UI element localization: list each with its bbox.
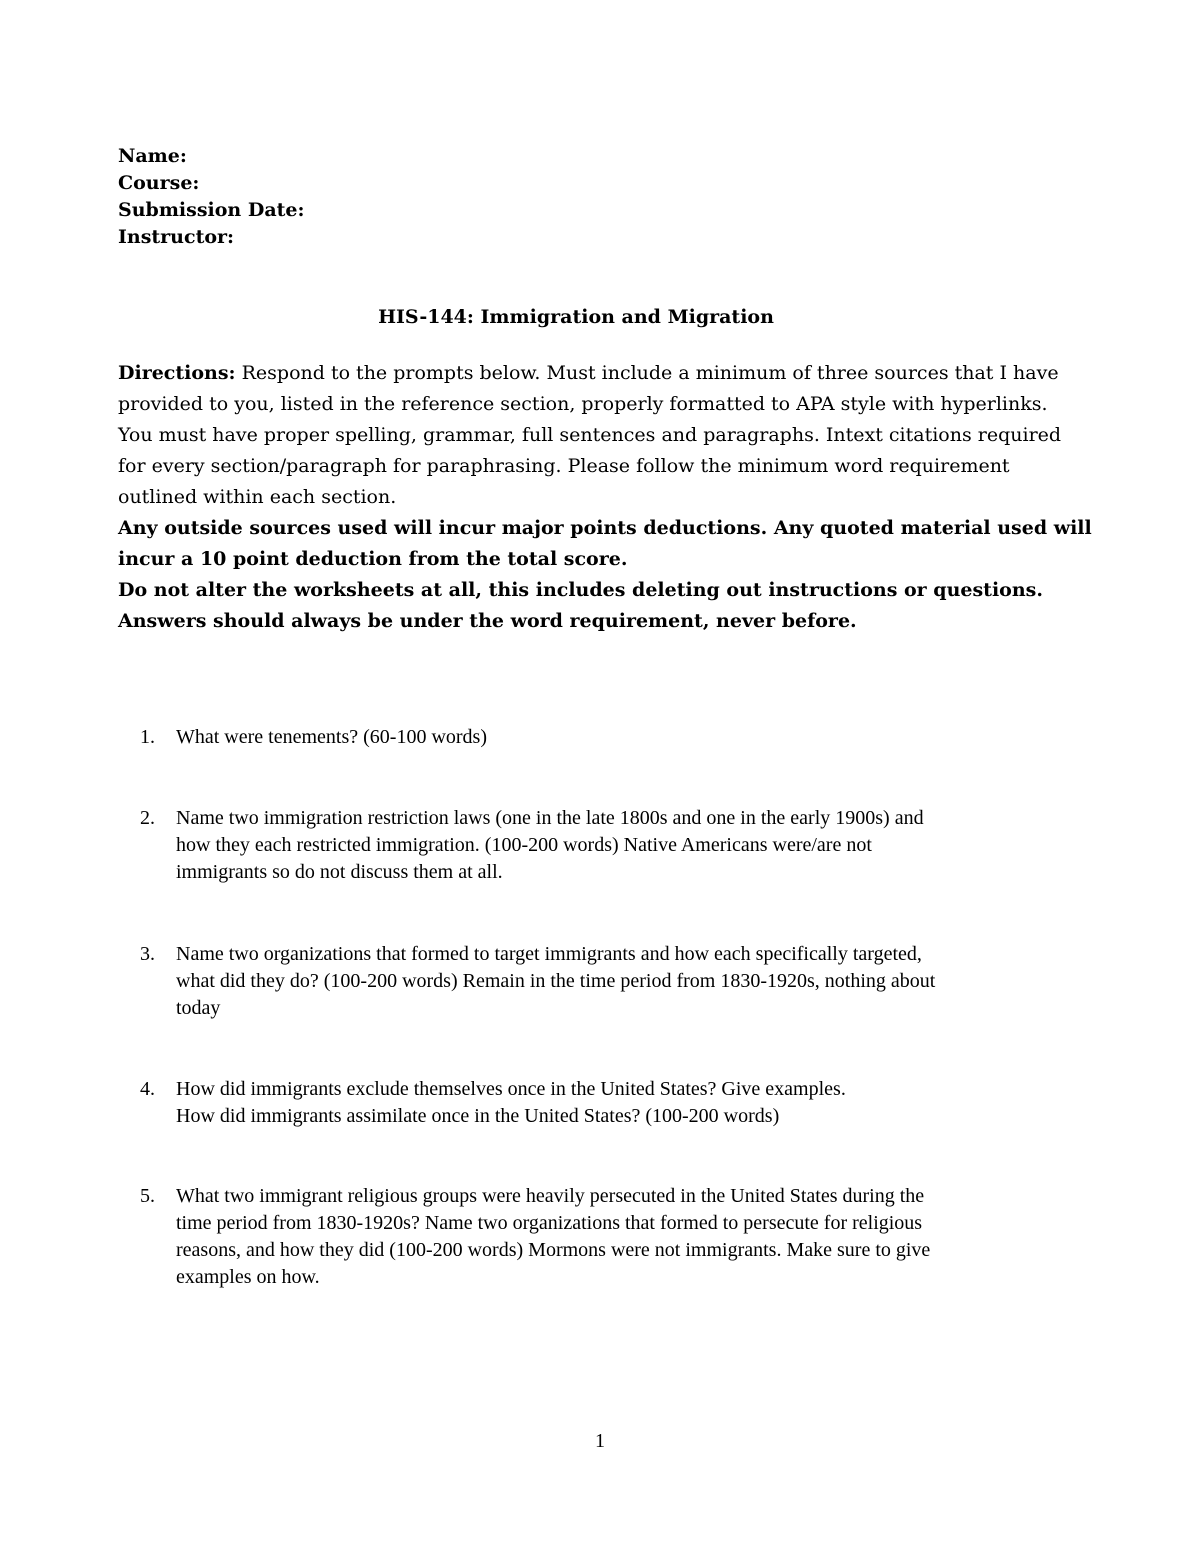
warning-line: incur a 10 point deduction from the total score. — [118, 548, 628, 570]
question-line: reasons, and how they did (100-200 words) Mormons were not immigrants. Make sure to give — [176, 1239, 931, 1261]
question-text — [176, 805, 1076, 886]
warning-line: Answers should always be under the word requirement, never before. — [118, 610, 857, 632]
question-number: 4. — [140, 1078, 155, 1100]
submission-date-label: Submission Date: — [118, 199, 305, 221]
question-line: How did immigrants exclude themselves once in the United States? Give examples. — [176, 1078, 846, 1100]
directions-section — [118, 358, 1092, 637]
question-text — [176, 941, 1076, 1022]
question-line: how they each restricted immigration. (100-200 words) Native Americans were/are not — [176, 834, 872, 856]
question-line: today — [176, 997, 221, 1019]
question-text — [176, 1076, 1076, 1130]
directions-line: provided to you, listed in the reference section, properly formatted to APA style with hyperlinks. — [118, 393, 1048, 415]
directions-line — [118, 358, 1058, 389]
question-text — [176, 724, 1076, 751]
directions-line: for every section/paragraph for paraphrasing. Please follow the minimum word requirement — [118, 455, 1010, 477]
name-label: Name: — [118, 145, 187, 167]
directions-label: Directions: — [118, 362, 236, 384]
page-number: 1 — [595, 1430, 605, 1452]
question-number: 5. — [140, 1185, 155, 1207]
warning-line: Any outside sources used will incur major points deductions. Any quoted material used will — [118, 517, 1092, 539]
question-line: What were tenements? (60-100 words) — [176, 726, 487, 748]
directions-line: You must have proper spelling, grammar, full sentences and paragraphs. Intext citations required — [118, 424, 1062, 446]
question-line: What two immigrant religious groups were heavily persecuted in the United States during the — [176, 1185, 925, 1207]
question-line: time period from 1830-1920s? Name two organizations that formed to persecute for religious — [176, 1212, 923, 1234]
question-line: examples on how. — [176, 1266, 320, 1288]
question-line: immigrants so do not discuss them at all. — [176, 861, 503, 883]
question-number: 3. — [140, 943, 155, 965]
document-title: HIS-144: Immigration and Migration — [378, 306, 774, 328]
directions-line: outlined within each section. — [118, 486, 397, 508]
instructor-label: Instructor: — [118, 226, 235, 248]
question-line: Name two organizations that formed to target immigrants and how each specifically targeted, — [176, 943, 922, 965]
course-label: Course: — [118, 172, 200, 194]
student-info-block — [118, 143, 305, 251]
question-line: How did immigrants assimilate once in the United States? (100-200 words) — [176, 1105, 780, 1127]
question-line: what did they do? (100-200 words) Remain in the time period from 1830-1920s, nothing about — [176, 970, 936, 992]
question-number: 2. — [140, 807, 155, 829]
question-number: 1. — [140, 726, 155, 748]
warning-line: Do not alter the worksheets at all, this includes deleting out instructions or questions. — [118, 579, 1043, 601]
directions-text: Respond to the prompts below. Must include a minimum of three sources that I have — [235, 362, 1059, 384]
question-text — [176, 1183, 1076, 1291]
question-line: Name two immigration restriction laws (one in the late 1800s and one in the early 1900s) and — [176, 807, 924, 829]
